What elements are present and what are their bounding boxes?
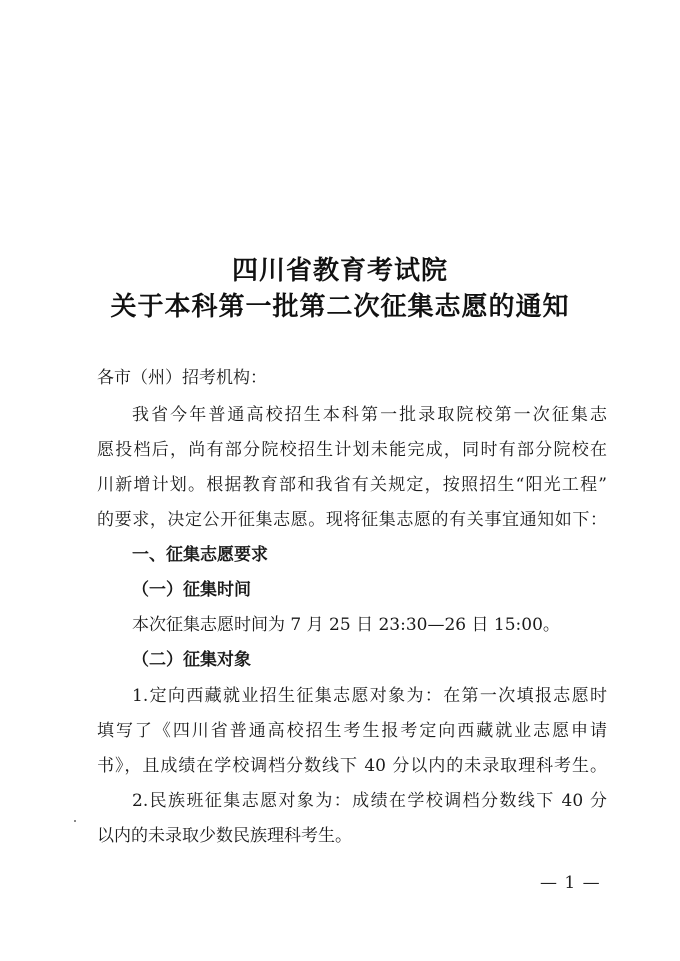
document-title-issuer: 四川省教育考试院	[231, 256, 448, 286]
section-heading: 一、征集志愿要求	[132, 545, 268, 565]
paragraph-line: 书》，且成绩在学校调档分数线下 40 分以内的未录取理科考生。	[97, 756, 607, 776]
paragraph-line: 本次征集志愿时间为 7 月 25 日 23:30—26 日 15:00。	[132, 615, 560, 635]
page-number: — 1 —	[540, 873, 601, 893]
paragraph-line: 以内的未录取少数民族理科考生。	[97, 826, 352, 846]
paragraph-line: 2.民族班征集志愿对象为：成绩在学校调档分数线下 40 分	[132, 791, 607, 811]
subsection-heading: （一）征集时间	[132, 580, 251, 600]
paragraph-line: 填写了《四川省普通高校招生考生报考定向西藏就业志愿申请	[97, 721, 607, 741]
salutation: 各市（州）招考机构：	[97, 368, 267, 388]
paragraph-line: 1.定向西藏就业招生征集志愿对象为：在第一次填报志愿时	[132, 686, 607, 706]
intro-line: 愿投档后，尚有部分院校招生计划未能完成，同时有部分院校在	[97, 440, 607, 460]
subsection-heading: （二）征集对象	[132, 650, 251, 670]
intro-line: 我省今年普通高校招生本科第一批录取院校第一次征集志	[132, 405, 607, 425]
scan-speck	[74, 820, 76, 822]
document-title-subject: 关于本科第一批第二次征集志愿的通知	[110, 292, 570, 322]
intro-line: 的要求，决定公开征集志愿。现将征集志愿的有关事宜通知如下：	[97, 510, 607, 530]
intro-line: 川新增计划。根据教育部和我省有关规定，按照招生“阳光工程”	[97, 475, 607, 495]
